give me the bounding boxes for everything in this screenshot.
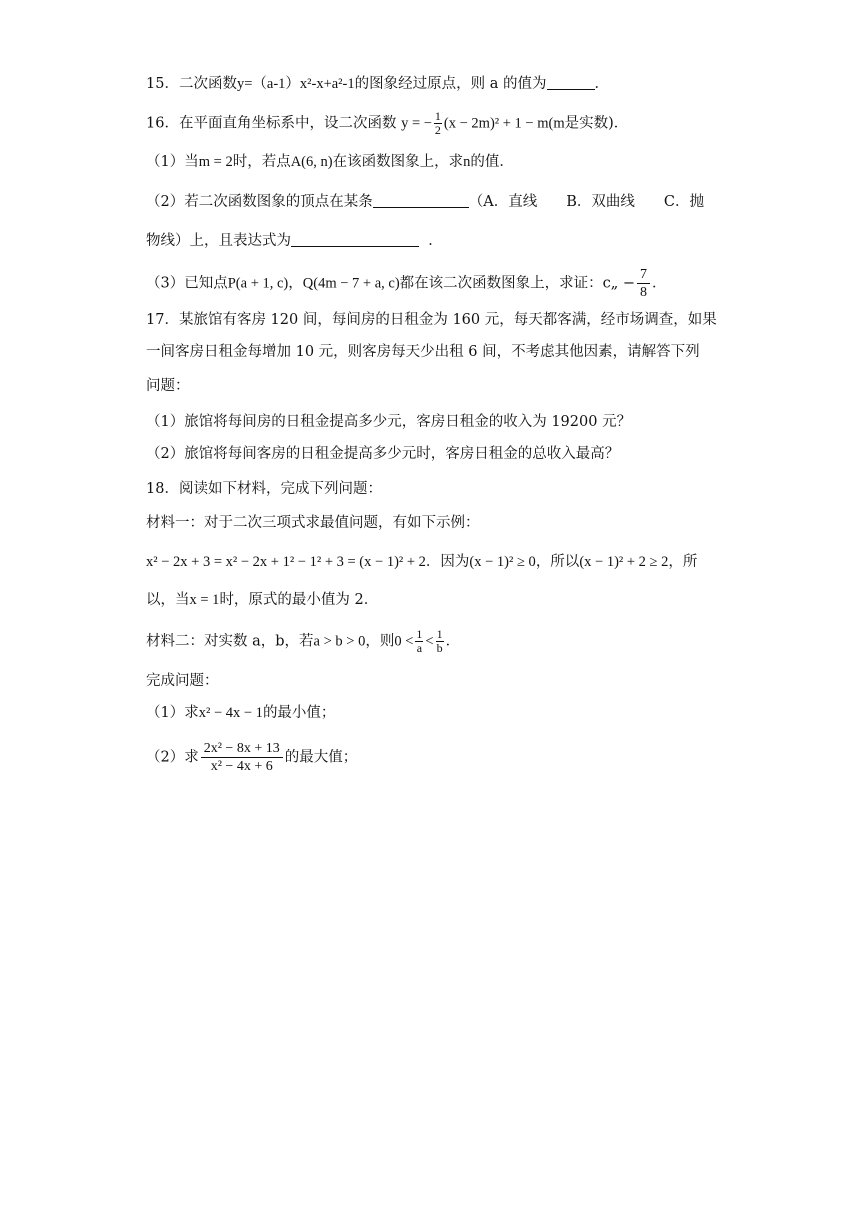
material-2: 材料二：对实数 a，b，若a > b > 0，则0 < $\frac{1}{a}$ < $\frac{1}{b}$ ． <box>146 627 461 655</box>
question-17-line-2: 一间客房日租金每增加 10 元，则客房每天少出租 6 间，不考虑其他因素，请解答下列 <box>146 344 700 360</box>
question-17-line-1: 17．某旅馆有客房 120 间，每间房的日租金为 160 元，每天都客满，经市场调查，如果 <box>146 312 717 328</box>
q15-function: y=（a-1）x²-x+a²-1 <box>236 76 355 92</box>
answer-blank <box>373 193 469 208</box>
rational-expression: $\frac{\text{2x² − 8x + 13}}{\text{x² − 4x + 6}}$ <box>201 740 283 775</box>
material-1-equation-line: x² − 2x + 3 = x² − 2x + 1² − 1² + 3 = (x − 1)² + 2．因为(x − 1)² ≥ 0，所以(x − 1)² + 2 ≥ 2，所 <box>146 554 698 570</box>
question-16-stem: 16．在平面直角坐标系中，设二次函数 y = − $\frac{1}{2}$ (x − 2m)² + 1 − m(m是实数)． <box>146 109 629 137</box>
fraction-one-over-a: $\frac{1}{a}$ <box>416 627 423 655</box>
question-17-part-1: （1）旅馆将每间房的日租金提高多少元，客房日租金的收入为 19200 元？ <box>146 414 632 430</box>
question-18-part-2: （2）求 $\frac{\text{2x² − 8x + 13}}{\text{x² − 4x + 6}}$ 的最大值； <box>146 741 358 774</box>
fraction-one-half: $\frac{1}{2}$ <box>434 109 441 137</box>
fraction-one-over-b: $\frac{1}{b}$ <box>436 627 443 655</box>
task-heading: 完成问题： <box>146 673 219 689</box>
question-17-line-3: 问题： <box>146 378 190 394</box>
answer-blank <box>547 75 595 90</box>
question-18-stem: 18．阅读如下材料，完成下列问题： <box>146 481 382 497</box>
material-1-title: 材料一：对于二次三项式求最值问题，有如下示例： <box>146 515 480 531</box>
fraction-seven-eighths: $\frac{7}{8}$ <box>637 266 650 301</box>
question-16-part-2-line-1: （2）若二次函数图象的顶点在某条 （A．直线 B．双曲线 C．抛 <box>146 194 704 210</box>
question-16-part-3: （3）已知点P(a + 1, c)，Q(4m − 7 + a, c)都在该二次函数图象上，求证：c„ − $\frac{7}{8}$ ． <box>146 267 667 300</box>
question-18-part-1: （1）求x² − 4x − 1的最小值； <box>146 705 336 721</box>
question-16-part-2-line-2: 物线）上，且表达式为 ． <box>146 233 443 249</box>
question-16-part-1: （1）当m = 2时，若点A(6, n)在该函数图象上，求n的值． <box>146 154 514 170</box>
question-15: 15．二次函数y=（a-1）x²-x+a²-1的图象经过原点，则 a 的值为 ． <box>146 76 609 92</box>
answer-blank <box>291 232 419 247</box>
question-17-part-2: （2）旅馆将每间客房的日租金提高多少元时，客房日租金的总收入最高？ <box>146 446 620 462</box>
material-1-conclusion: 以，当x = 1时，原式的最小值为 2． <box>146 592 379 608</box>
